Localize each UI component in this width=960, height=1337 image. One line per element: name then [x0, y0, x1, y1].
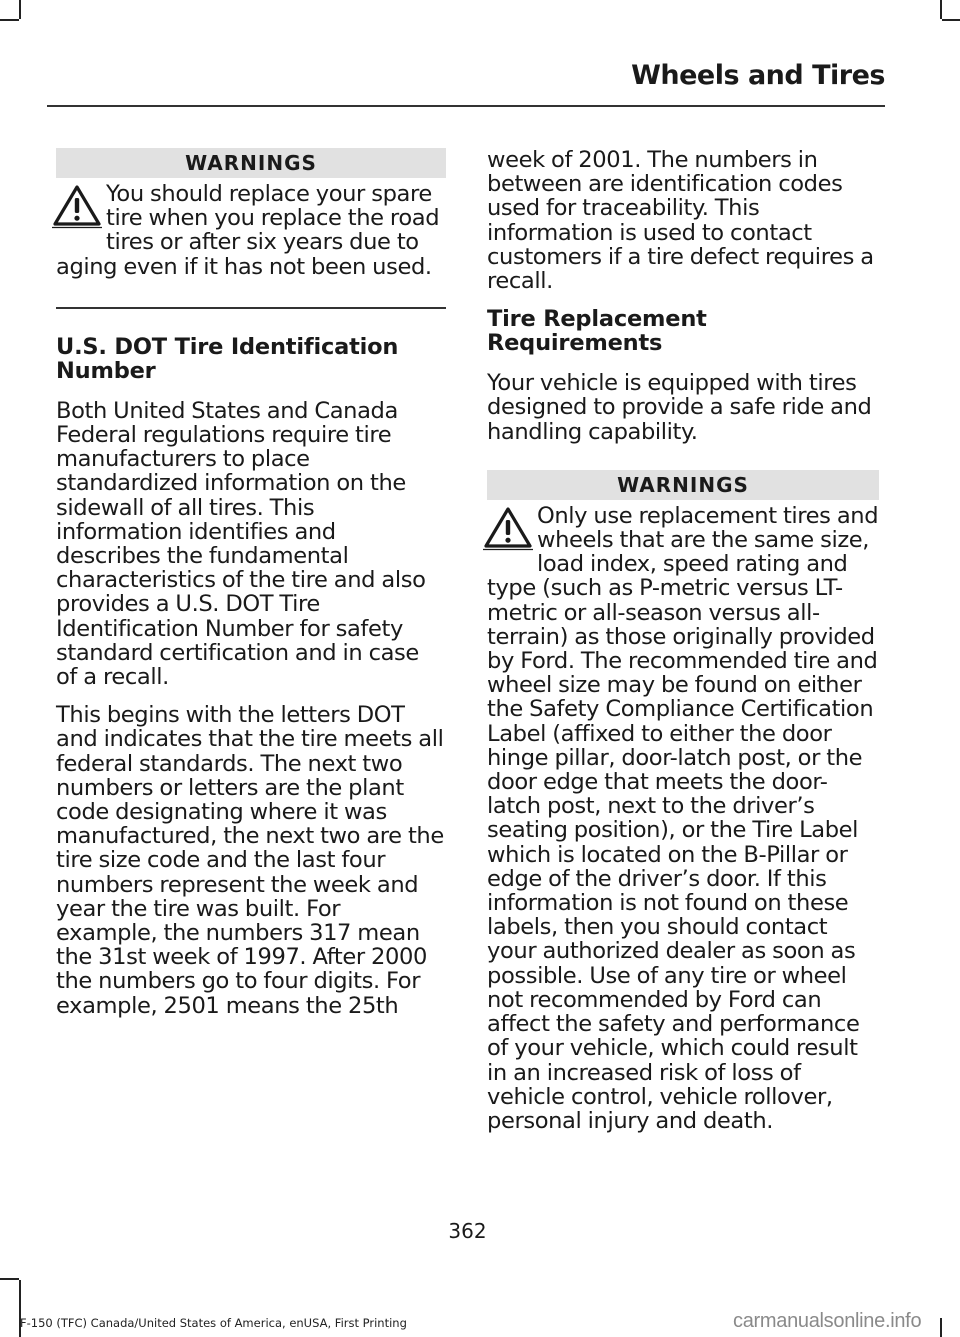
crop-mark: [940, 0, 942, 19]
crop-mark: [19, 0, 21, 19]
paragraph: Both United States and Canada Federal regulations require tire manufacturers to place standardized information on the sidewall of all tires. This information identifies and describes the fundamental characteristics of the tire and also provides a U.S. DOT Tire Identification Number for safety standard certification and in case of a recall.: [56, 397, 426, 691]
watermark: carmanualsonline.info: [733, 1310, 922, 1332]
paragraph: week of 2001. The numbers in between are identification codes used for traceability. This information is used to contact customers if a tire defect requires a recall.: [487, 147, 874, 295]
warning-box: [487, 504, 879, 1133]
warning-triangle-icon: [483, 506, 533, 554]
right-column: [487, 148, 879, 1133]
paragraph: This begins with the letters DOT and indicates that the tire meets all federal standards. The next two numbers or letters are the plant code designating where it was manufactured, the next two are the tire size code and the last four numbers represent the week and year the tire was built. For example, the numbers 317 mean the 31st week of 1997. After 2000 the numbers go to four digits. For example, 2501 means the 25th: [56, 702, 444, 1019]
left-column: [56, 148, 446, 1032]
crop-mark: [942, 19, 960, 21]
warning-heading: WARNINGS: [56, 148, 446, 178]
crop-mark: [0, 19, 19, 21]
warning-triangle-icon: [52, 184, 102, 232]
paragraph: Your vehicle is equipped with tires designed to provide a safe ride and handling capability.: [487, 370, 872, 445]
header-divider: [47, 105, 885, 107]
crop-mark: [0, 1278, 19, 1280]
warning-text: Only use replacement tires and wheels that are the same size, load index, speed rating and type (such as P-metric versus LT-metric or all-season versus all-terrain) as those originally provided by Ford. The recommended tire and wheel size may be found on either the Safety Compliance Certification Label (affixed to either the door hinge pillar, door-latch post, or the door edge that meets the door-latch post, next to the driver’s seating position), or the Tire Label which is located on the B-Pillar or edge of the driver’s door. If this information is not found on these labels, then you should contact your authorized dealer as soon as possible. Use of any tire or wheel not recommended by Ford can affect the safety and performance of your vehicle, which could result in an increased risk of loss of vehicle control, vehicle rollover, personal injury and death.: [487, 502, 879, 1134]
warning-box: [56, 182, 446, 279]
crop-mark: [940, 1318, 942, 1337]
warning-text: You should replace your spare tire when you replace the road tires or after six years due to aging even if it has not been used.: [56, 181, 440, 280]
section-heading: Tire Replacement Requirements: [487, 306, 707, 357]
page-title: Wheels and Tires: [631, 60, 885, 91]
warning-heading: WARNINGS: [487, 470, 879, 500]
section-divider: [56, 307, 446, 309]
page-number: 362: [448, 1219, 487, 1243]
edition-footer: F-150 (TFC) Canada/United States of America, enUSA, First Printing: [20, 1316, 407, 1330]
section-heading: U.S. DOT Tire Identification Number: [56, 333, 399, 384]
